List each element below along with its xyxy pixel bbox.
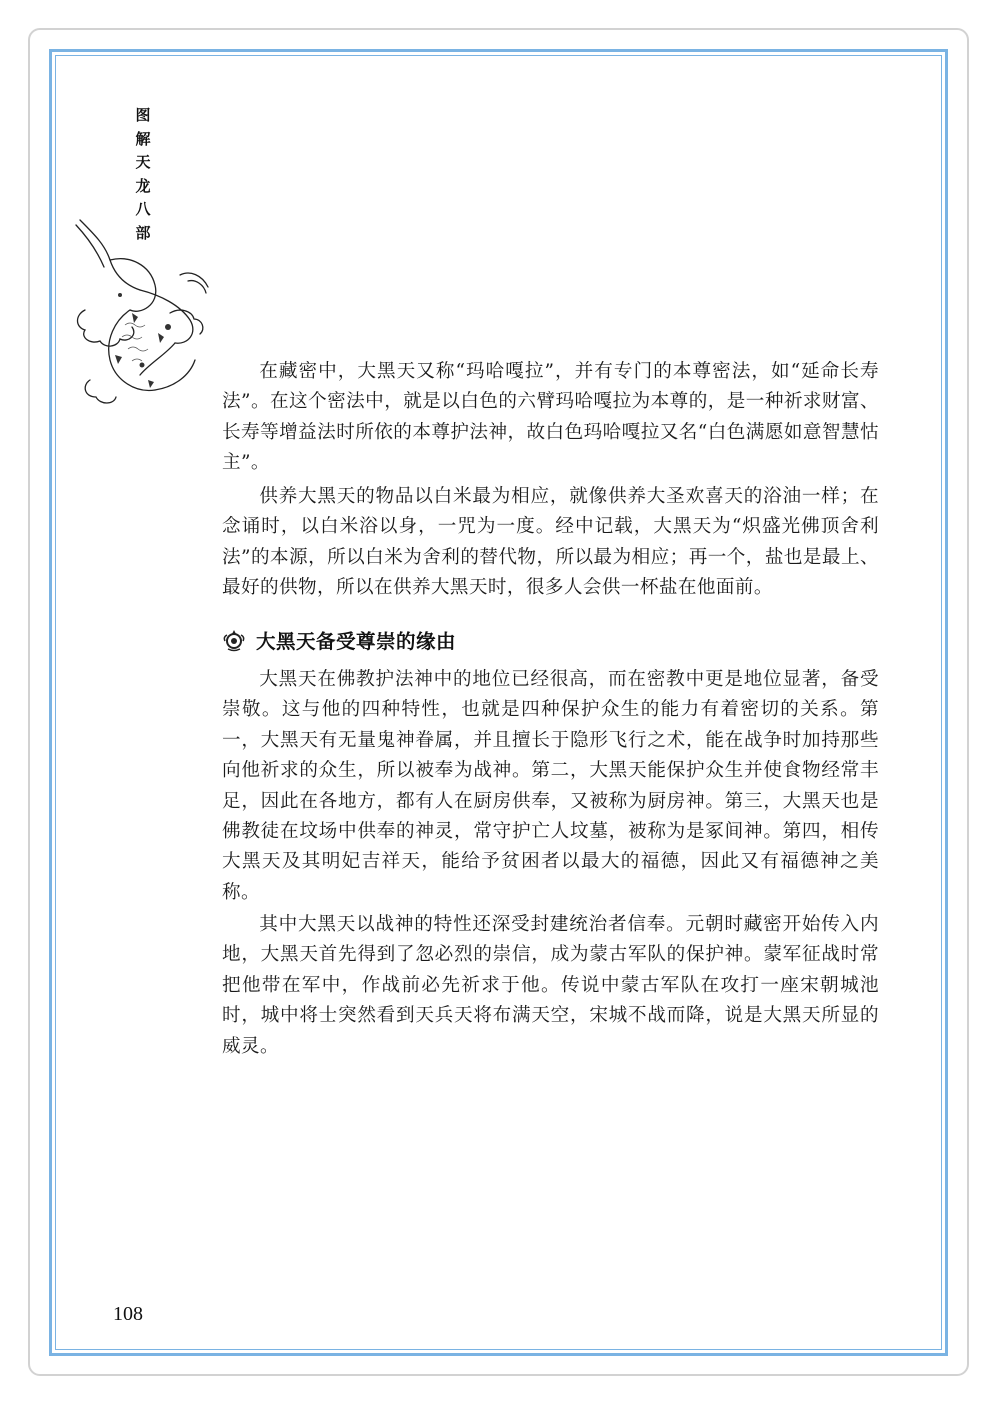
section-title: 大黑天备受尊崇的缘由: [256, 630, 457, 653]
book-title-char: 天: [135, 153, 151, 172]
paragraph: 其中大黑天以战神的特性还深受封建统治者信奉。元朝时藏密开始传入内地，大黑天首先得到了忽必烈的崇信，成为蒙古军队的保护神。蒙军征战时常把他带在军中，作战前必先祈求于他。传说中蒙古军队在攻打一座宋朝城池时，城中将士突然看到天兵天将布满天空，宋城不战而降，说是大黑天所显的威灵。: [222, 914, 879, 1057]
ornament-icon: [222, 628, 246, 652]
book-title-char: 图: [135, 106, 151, 124]
paragraph: 在藏密中，大黑天又称“玛哈嘎拉”，并有专门的本尊密法，如“延命长寿法”。在这个密法中，就是以白色的六臂玛哈嘎拉为本尊的，是一种祈求财富、长寿等增益法时所依的本尊护法神，故白色玛哈嘎拉又名“白色满愿如意智慧怙主”。: [222, 361, 879, 474]
paragraph: 大黑天在佛教护法神中的地位已经很高，而在密教中更是地位显著，备受崇敬。这与他的四种特性，也就是四种保护众生的能力有着密切的关系。第一，大黑天有无量鬼神眷属，并且擅长于隐形飞行之术，能在战争时加持那些向他祈求的众生，所以被奉为战神。第二，大黑天能保护众生并使食物经常丰足，因此在各地方，都有人在厨房供奉，又被称为厨房神。第三，大黑天也是佛教徒在坟场中供奉的神灵，常守护亡人坟墓，被称为是冢间神。第四，相传大黑天及其明妃吉祥天，能给予贫困者以最大的福德，因此又有福德神之美称。: [222, 669, 879, 903]
section-heading: [222, 625, 456, 655]
book-title-char: 解: [135, 129, 151, 148]
book-title-char: 八: [135, 200, 151, 219]
book-title-char: 部: [135, 223, 151, 242]
book-title-char: 龙: [135, 176, 151, 195]
page-number: 108: [113, 1303, 143, 1325]
dragon-illustration: [70, 215, 220, 415]
paragraph: 供养大黑天的物品以白米最为相应，就像供养大圣欢喜天的浴油一样；在念诵时，以白米浴以身，一咒为一度。经中记载，大黑天为“炽盛光佛顶舍利法”的本源，所以白米为舍利的替代物，所以最为相应；再一个，盐也是最上、最好的供物，所以在供养大黑天时，很多人会供一杯盐在他面前。: [222, 486, 879, 599]
